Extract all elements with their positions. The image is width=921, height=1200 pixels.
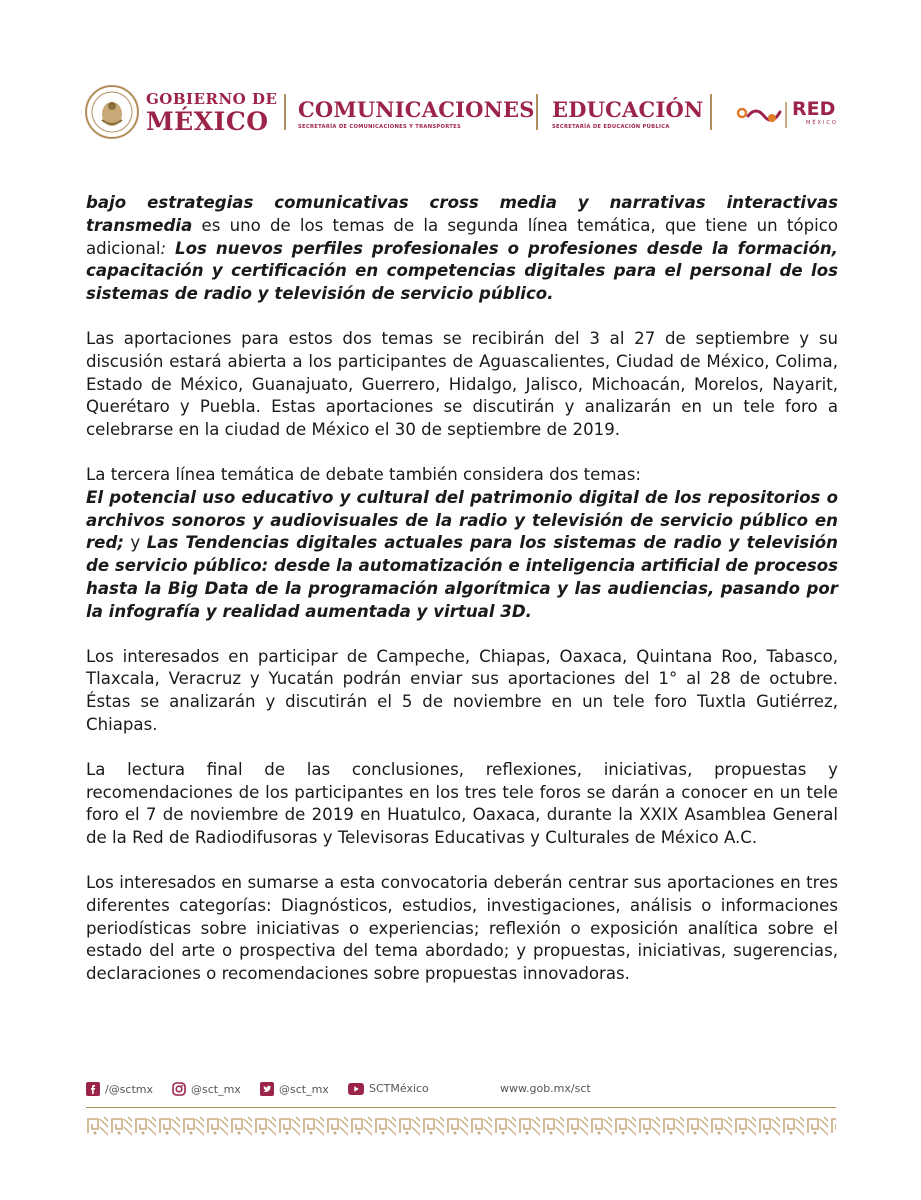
document-body	[86, 192, 838, 1008]
educacion-name: EDUCACIÓN	[552, 97, 704, 122]
twitter-icon	[260, 1082, 274, 1096]
gobierno-line1: GOBIERNO DE	[146, 90, 278, 108]
instagram-icon	[172, 1082, 186, 1096]
gobierno-line2: MÉXICO	[146, 107, 269, 136]
p1-text-1: es uno de los temas de la segunda línea temática, que tiene un tópico adicional	[86, 215, 838, 258]
educacion-logo	[552, 99, 703, 130]
footer-divider	[86, 1107, 836, 1108]
youtube-icon	[348, 1083, 364, 1095]
paragraph-5: La lectura final de las conclusiones, reflexiones, iniciativas, propuestas y recomendaciones de los participantes en los tres tele foros se darán a conocer en un tele foro el 7 de noviembre de 2019 en Huatulco, Oaxaca, durante la XXIX Asamblea General de la Red de Radiodifusoras y Televisoras Educativas y Culturales de México A.C.	[86, 759, 838, 848]
gobierno-de-mexico-logo	[146, 92, 277, 134]
educacion-sub: SECRETARÍA DE EDUCACIÓN PÚBLICA	[552, 124, 670, 130]
p1-colon: :	[160, 238, 167, 258]
comunicaciones-logo	[298, 99, 535, 130]
paragraph-6: Los interesados en sumarse a esta convocatoria deberán centrar sus aportaciones en tres diferentes categorías: Diagnósticos, estudios, investigaciones, análisis o informaciones periodísticas sobre iniciativas o experiencias; reflexión o exposición analítica sobre el estado del arte o prospectiva del tema abordado; y propuestas, iniciativas, sugerencias, declaraciones o recomendaciones sobre propuestas innovadoras.	[86, 872, 838, 984]
seal-icon	[84, 84, 140, 140]
twitter-link[interactable]	[260, 1082, 329, 1096]
facebook-icon	[86, 1082, 100, 1096]
paragraph-4: Los interesados en participar de Campeche, Chiapas, Oaxaca, Quintana Roo, Tabasco, Tlaxcala, Veracruz y Yucatán podrán enviar sus aportaciones del 1° al 28 de octubre. Éstas se analizarán y discutirán el 5 de noviembre en un tele foro Tuxtla Gutiérrez, Chiapas.	[86, 646, 838, 734]
website-url: www.gob.mx/sct	[500, 1082, 591, 1095]
facebook-handle: /@sctmx	[105, 1082, 154, 1096]
p1-bold-italic-2: Los nuevos perfiles profesionales o profesiones desde la formación, capacitación y certificación en competencias digitales para el personal de los sistemas de radio y televisión de servicio público.	[86, 238, 838, 304]
comunicaciones-name: COMUNICACIONES	[298, 97, 535, 122]
letterhead	[84, 84, 844, 146]
comunicaciones-sub: SECRETARÍA DE COMUNICACIONES Y TRANSPORTES	[298, 124, 462, 130]
instagram-link[interactable]	[172, 1082, 241, 1096]
divider	[536, 94, 538, 130]
p3-bold-italic-1: El potencial uso educativo y cultural del patrimonio digital de los repositorios o archivos sonoros y audiovisuales de la radio y televisión de servicio público en red;	[86, 487, 838, 553]
youtube-handle: SCTMéxico	[369, 1082, 429, 1095]
paragraph-2: Las aportaciones para estos dos temas se recibirán del 3 al 27 de septiembre y su discusión estará abierta a los participantes de Aguascalientes, Ciudad de México, Colima, Estado de México, Guanajuato, Guerrero, Hidalgo, Jalisco, Michoacán, Morelos, Nayarit, Querétaro y Puebla. Estas aportaciones se discutirán y analizarán en un tele foro a celebrarse en la ciudad de México el 30 de septiembre de 2019.	[86, 328, 838, 440]
youtube-link[interactable]	[348, 1082, 429, 1095]
p1-bold-italic-1: bajo estrategias comunicativas cross media y narrativas interactivas transmedia	[86, 193, 838, 235]
divider	[710, 94, 712, 130]
paragraph-1	[86, 192, 838, 306]
footer	[86, 1082, 836, 1102]
p3-text-2: y	[123, 533, 147, 553]
p3-bold-italic-2: Las Tendencias digitales actuales para los sistemas de radio y televisión de servicio público: desde la automatización e inteligencia artificial de procesos hasta la Big Data de la programación algorítmica y las audiencias, pasando por la infografía y realidad aumentada y virtual 3D.	[86, 533, 838, 621]
instagram-handle: @sct_mx	[191, 1082, 241, 1096]
divider	[284, 94, 286, 130]
red-name: RED	[792, 98, 836, 120]
facebook-link[interactable]	[86, 1082, 153, 1096]
red-sub: MÉXICO	[806, 120, 838, 126]
twitter-handle: @sct_mx	[279, 1082, 329, 1096]
p3-text-1: La tercera línea temática de debate también considera dos temas:	[86, 464, 641, 484]
decorative-pattern	[86, 1115, 836, 1137]
paragraph-3	[86, 464, 838, 624]
website-link[interactable]	[500, 1082, 591, 1095]
